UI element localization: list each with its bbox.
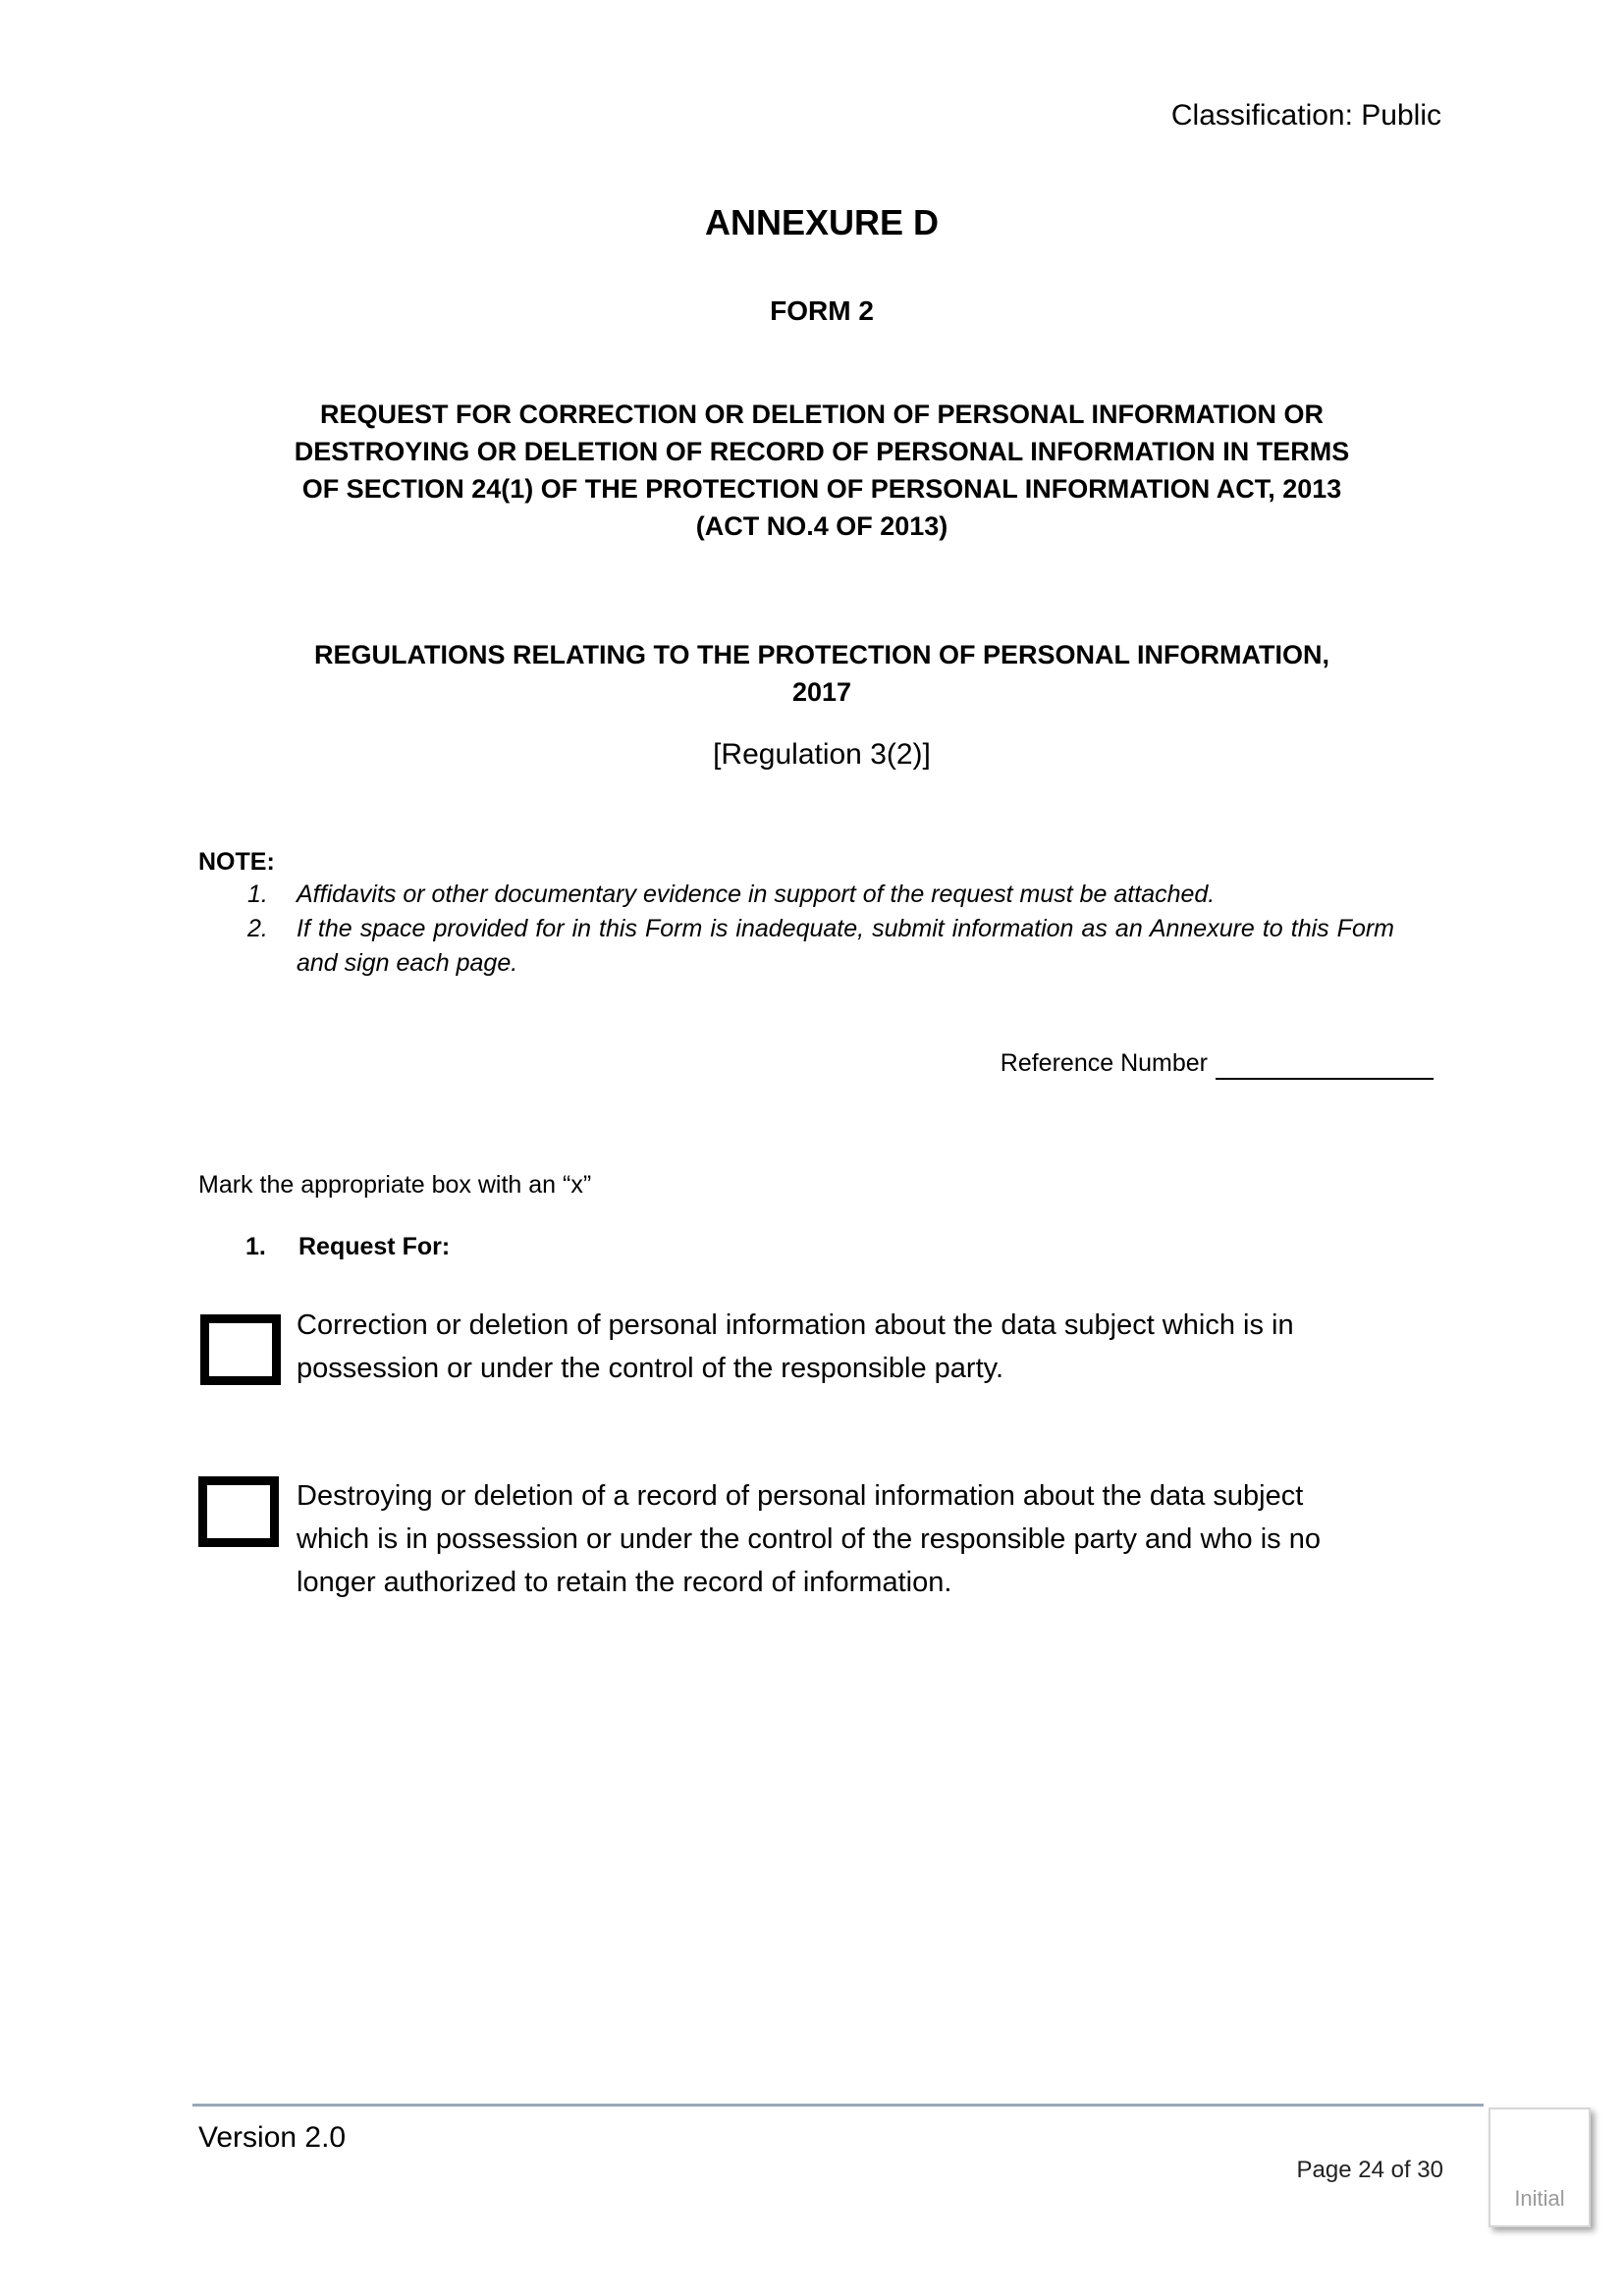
section-number: 1. [245,1233,266,1260]
checkbox-correction-deletion[interactable] [200,1314,281,1385]
option-destroying-deletion-text: Destroying or deletion of a record of personal information about the data subject which is in possession or under the control of the responsible party and who is no longer authorized to retain the record of information. [297,1480,1321,1598]
section-title: Request For: [298,1233,451,1260]
reference-number-row [1001,1046,1434,1080]
request-title-line-2: DESTROYING OR DELETION OF RECORD OF PERSONAL INFORMATION IN TERMS [294,437,1350,466]
regulations-title-line-1: REGULATIONS RELATING TO THE PROTECTION OF PERSONAL INFORMATION, [313,640,1329,669]
reference-number-label: Reference Number [1000,1049,1208,1077]
note-item [198,878,1394,912]
note-number: 2. [247,915,268,942]
annexure-title: ANNEXURE D [704,202,940,242]
mark-instructions: Mark the appropriate box with an “x” [198,1171,592,1199]
request-title [0,396,1624,545]
classification-label: Classification: Public [1170,99,1441,132]
section-request-for-heading [245,1231,450,1262]
initial-label: Initial [1514,2186,1565,2211]
request-title-line-3: OF SECTION 24(1) OF THE PROTECTION OF PERSONAL INFORMATION ACT, 2013 [301,474,1342,504]
note-number: 1. [247,881,268,908]
request-title-line-1: REQUEST FOR CORRECTION OR DELETION OF PERSONAL INFORMATION OR [319,400,1325,429]
note-item [198,912,1394,981]
option-correction-deletion-text: Correction or deletion of personal information about the data subject which is in possession or under the control of the responsible party. [297,1309,1294,1384]
regulations-title [0,636,1624,711]
initial-box[interactable] [1489,2108,1591,2227]
form-number: FORM 2 [770,295,874,326]
regulations-title-line-2: 2017 [791,677,852,707]
page-number: Page 24 of 30 [1296,2157,1443,2183]
note-text: If the space provided for in this Form is inadequate, submit information as an Annexure to this Form and sign each page. [297,915,1394,977]
version-label: Version 2.0 [198,2121,347,2154]
note-list [198,878,1394,981]
note-label: NOTE: [198,848,275,876]
checkbox-destroying-deletion[interactable] [198,1476,279,1547]
reference-number-field[interactable] [1216,1054,1434,1080]
footer-divider [192,2104,1484,2107]
regulation-reference: [Regulation 3(2)] [713,738,931,771]
request-title-line-4: (ACT NO.4 OF 2013) [695,511,948,541]
note-text: Affidavits or other documentary evidence in support of the request must be attached. [297,881,1216,908]
